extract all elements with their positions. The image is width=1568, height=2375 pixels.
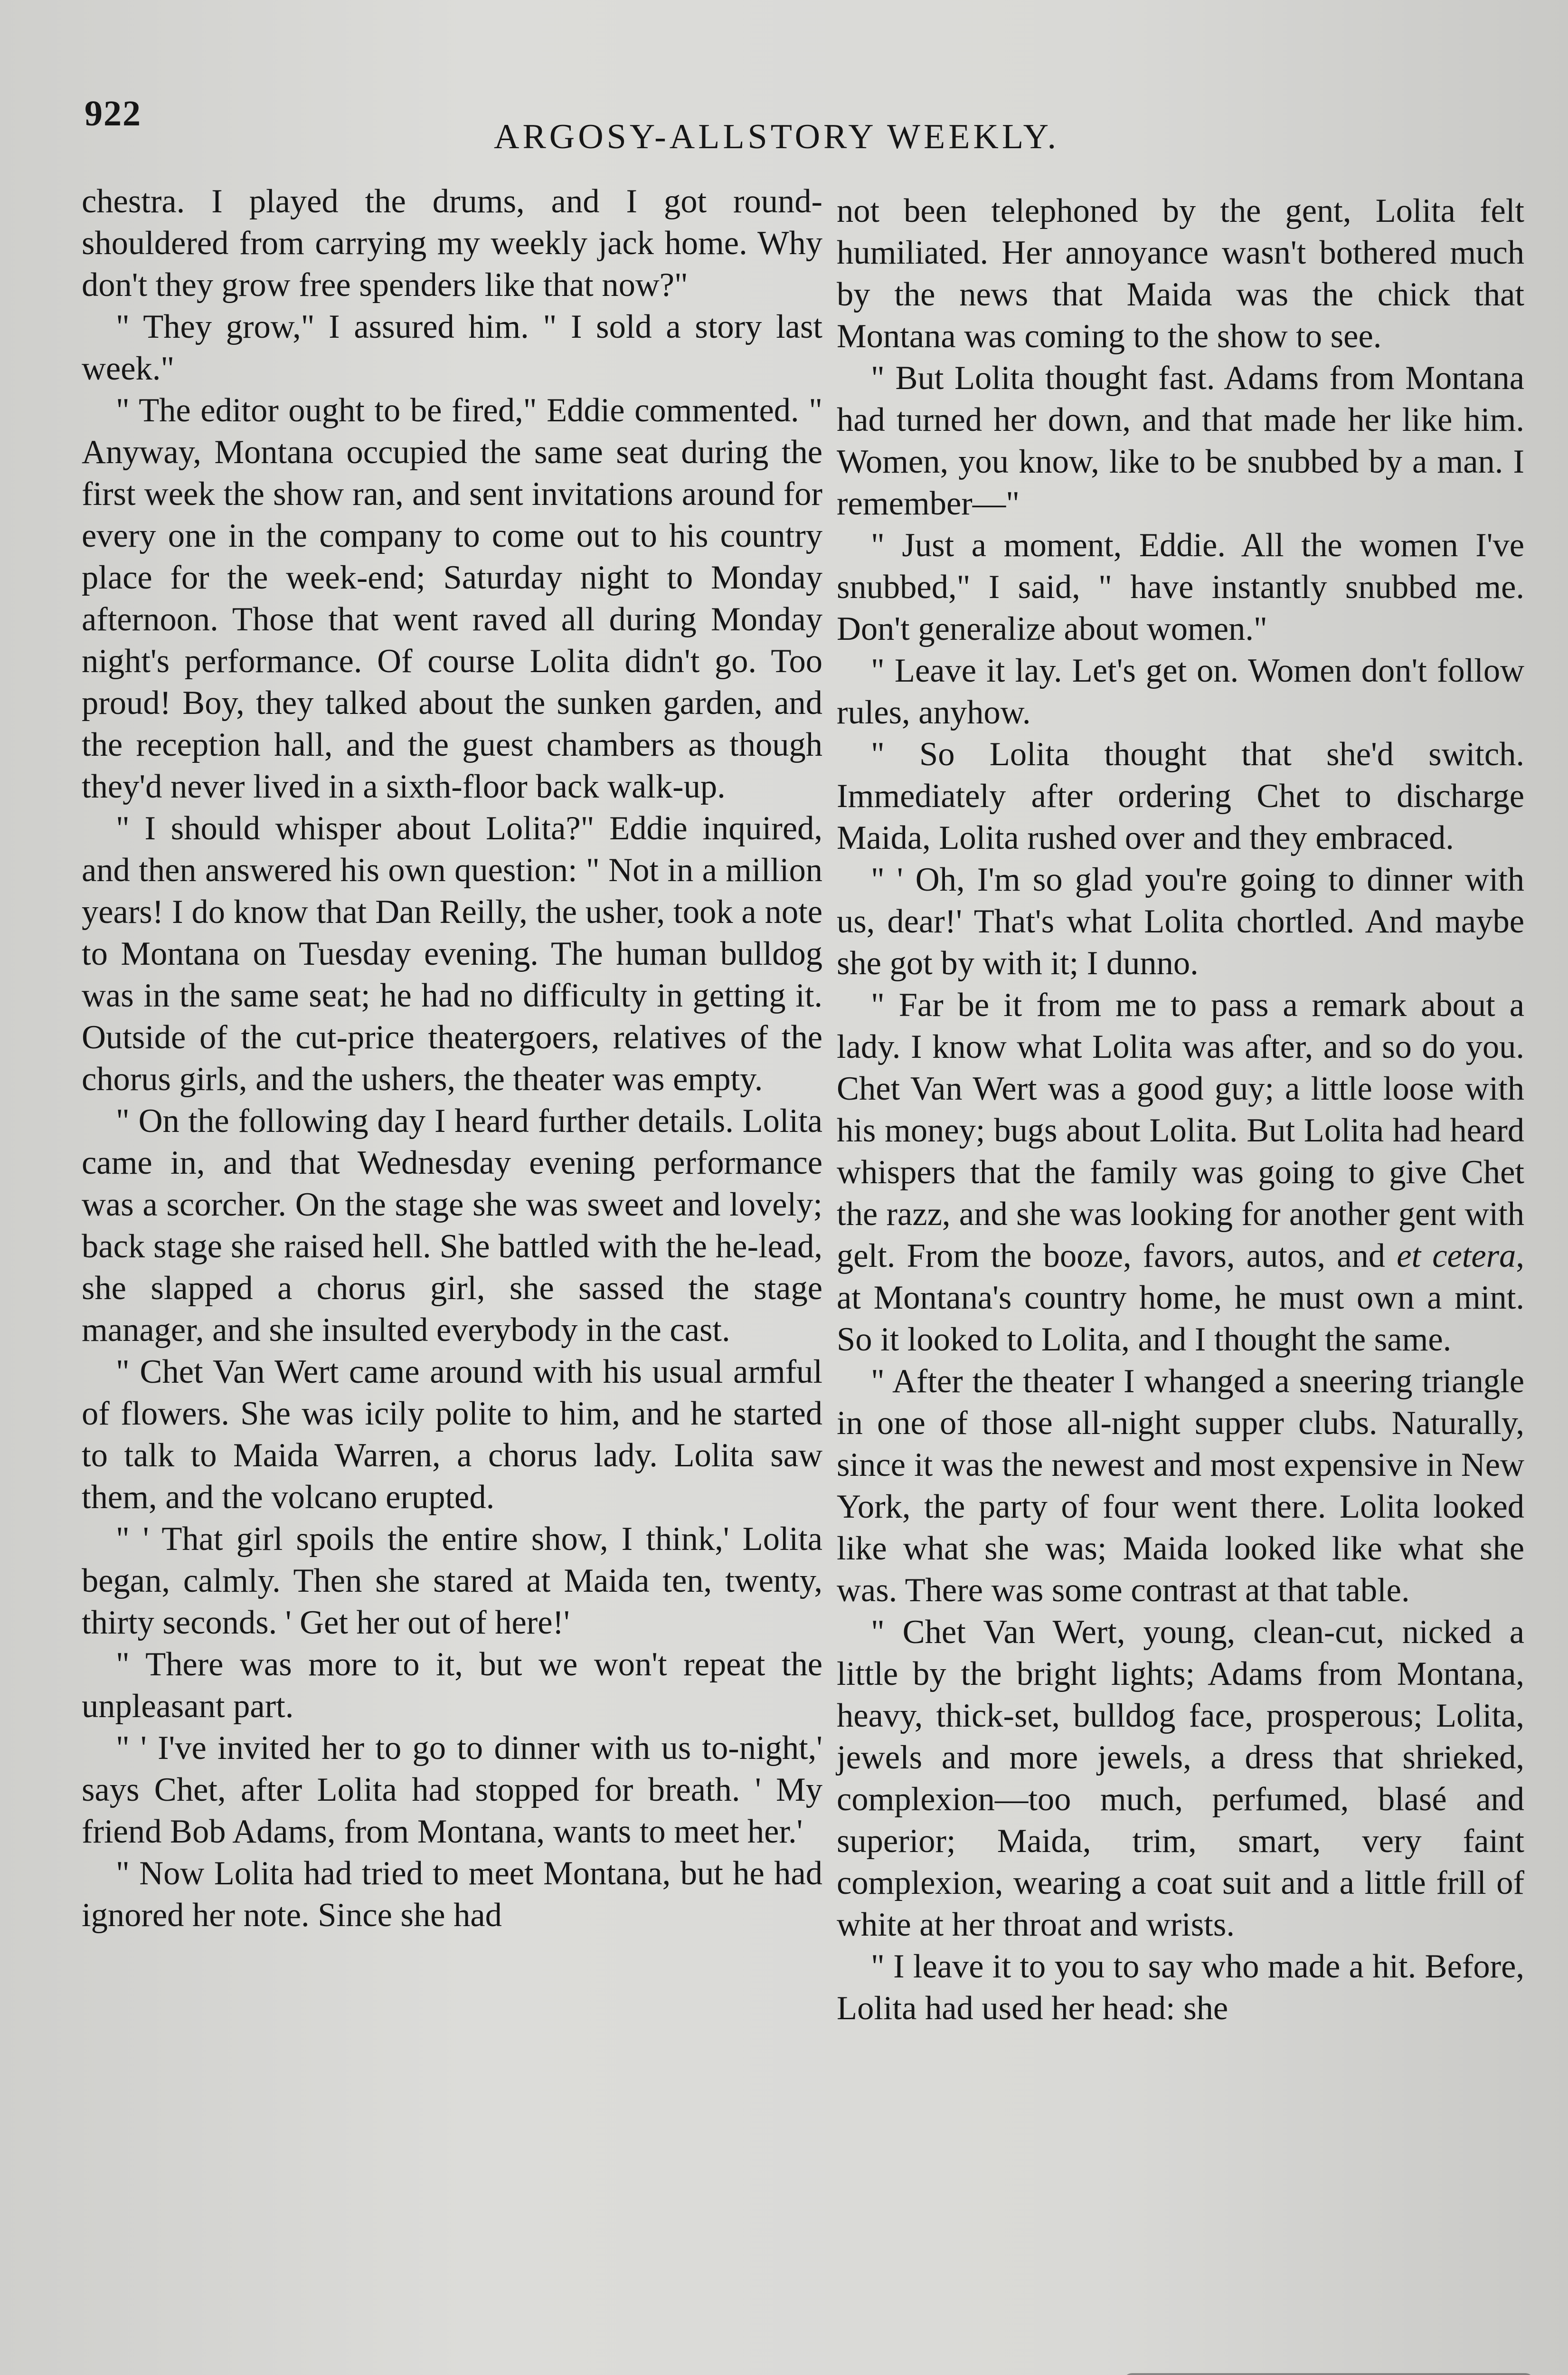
paragraph: " They grow," I assured him. " I sold a story last week."	[82, 308, 822, 387]
page-number: 922	[85, 94, 142, 133]
paragraph: " I should whisper about Lolita?" Eddie inquired, and then answered his own question: " Not in a million years! I do know that Dan Reilly, the usher, took a note to Montana on Tuesday evening. The human bulldog was in the same seat; he had no difficulty in getting it. Outside of the cut-price theatergoers, relatives of the chorus girls, and the ushers, the theater was empty.	[82, 810, 822, 1098]
paragraph: " But Lolita thought fast. Adams from Montana had turned her down, and that made her like him. Women, you know, like to be snubbed by a man. I remember—"	[837, 360, 1524, 522]
paragraph: " There was more to it, but we won't repeat the unpleasant part.	[82, 1646, 822, 1725]
paragraph: " So Lolita thought that she'd switch. Immediately after ordering Chet to discharge Maida, Lolita rushed over and they embraced.	[837, 736, 1524, 856]
paragraph: " Chet Van Wert, young, clean-cut, nicked a little by the bright lights; Adams from Montana, heavy, thick-set, bulldog face, prosperous; Lolita, jewels and more jewels, a dress that shrieked, complexion—too much, perfumed, blasé and superior; Maida, trim, smart, very faint complexion, wearing a coat suit and a little frill of white at her throat and wrists.	[837, 1614, 1524, 1943]
paragraph: " ' Oh, I'm so glad you're going to dinner with us, dear!' That's what Lolita chortled. And maybe she got by with it; I dunno.	[837, 861, 1524, 982]
running-header: ARGOSY-ALLSTORY WEEKLY.	[494, 117, 1060, 156]
paragraph: " ' I've invited her to go to dinner with us to-night,' says Chet, after Lolita had stopped for breath. ' My friend Bob Adams, from Montana, wants to meet her.'	[82, 1729, 822, 1850]
watermark	[1124, 2373, 1534, 2375]
paragraph	[837, 984, 1524, 1360]
paragraph: " ' That girl spoils the entire show, I think,' Lolita began, calmly. Then she stared at Maida ten, twenty, thirty seconds. ' Get her out of here!'	[82, 1520, 822, 1641]
paragraph: " After the theater I whanged a sneering triangle in one of those all-night supper clubs. Naturally, since it was the newest and most expensive in New York, the party of four went there. Lolita looked like what she was; Maida looked like what she was. There was some contrast at that table.	[837, 1363, 1524, 1609]
paragraph: " On the following day I heard further details. Lolita came in, and that Wednesday evening performance was a scorcher. On the stage she was sweet and lovely; back stage she raised hell. She battled with the he-lead, she slapped a chorus girl, she sassed the stage manager, and she insulted everybody in the cast.	[82, 1102, 822, 1349]
paragraph: chestra. I played the drums, and I got round-shouldered from carrying my weekly jack home. Why don't they grow free spenders like that now?"	[82, 183, 822, 304]
right-column	[837, 190, 1524, 2029]
paragraph: " The editor ought to be fired," Eddie commented. " Anyway, Montana occupied the same seat during the first week the show ran, and sent invitations around for every one in the company to come out to his country place for the week-end; Saturday night to Monday afternoon. Those that went raved all during Monday night's performance. Of course Lolita didn't go. Too proud! Boy, they talked about the sunken garden, and the reception hall, and the guest chambers as though they'd never lived in a sixth-floor back walk-up.	[82, 392, 822, 805]
paragraph-text: " Far be it from me to pass a remark about a lady. I know what Lolita was after, and so do you. Chet Van Wert was a good guy; a little loose with his money; bugs about Lolita. But Lolita had heard whispers that the family was going to give Chet the razz, and she was looking for another gent with gelt. From the booze, favors, autos, and	[837, 987, 1524, 1274]
paragraph: " Just a moment, Eddie. All the women I've snubbed," I said, " have instantly snubbed me. Don't generalize about women."	[837, 527, 1524, 647]
paragraph: not been telephoned by the gent, Lolita felt humiliated. Her annoyance wasn't bothered much by the news that Maida was the chick that Montana was coming to the show to see.	[837, 192, 1524, 355]
paragraph: " Leave it lay. Let's get on. Women don't follow rules, anyhow.	[837, 652, 1524, 731]
paragraph-text: , at Montana's country home, he must own a mint. So it looked to Lolita, and I thought the same.	[837, 1237, 1524, 1358]
left-column	[82, 180, 822, 1936]
italic-phrase: et cetera	[1397, 1237, 1516, 1274]
paragraph: " I leave it to you to say who made a hit. Before, Lolita had used her head: she	[837, 1948, 1524, 2027]
paragraph: " Chet Van Wert came around with his usual armful of flowers. She was icily polite to him, and he started to talk to Maida Warren, a chorus lady. Lolita saw them, and the volcano erupted.	[82, 1353, 822, 1516]
paragraph: " Now Lolita had tried to meet Montana, but he had ignored her note. Since she had	[82, 1855, 822, 1934]
